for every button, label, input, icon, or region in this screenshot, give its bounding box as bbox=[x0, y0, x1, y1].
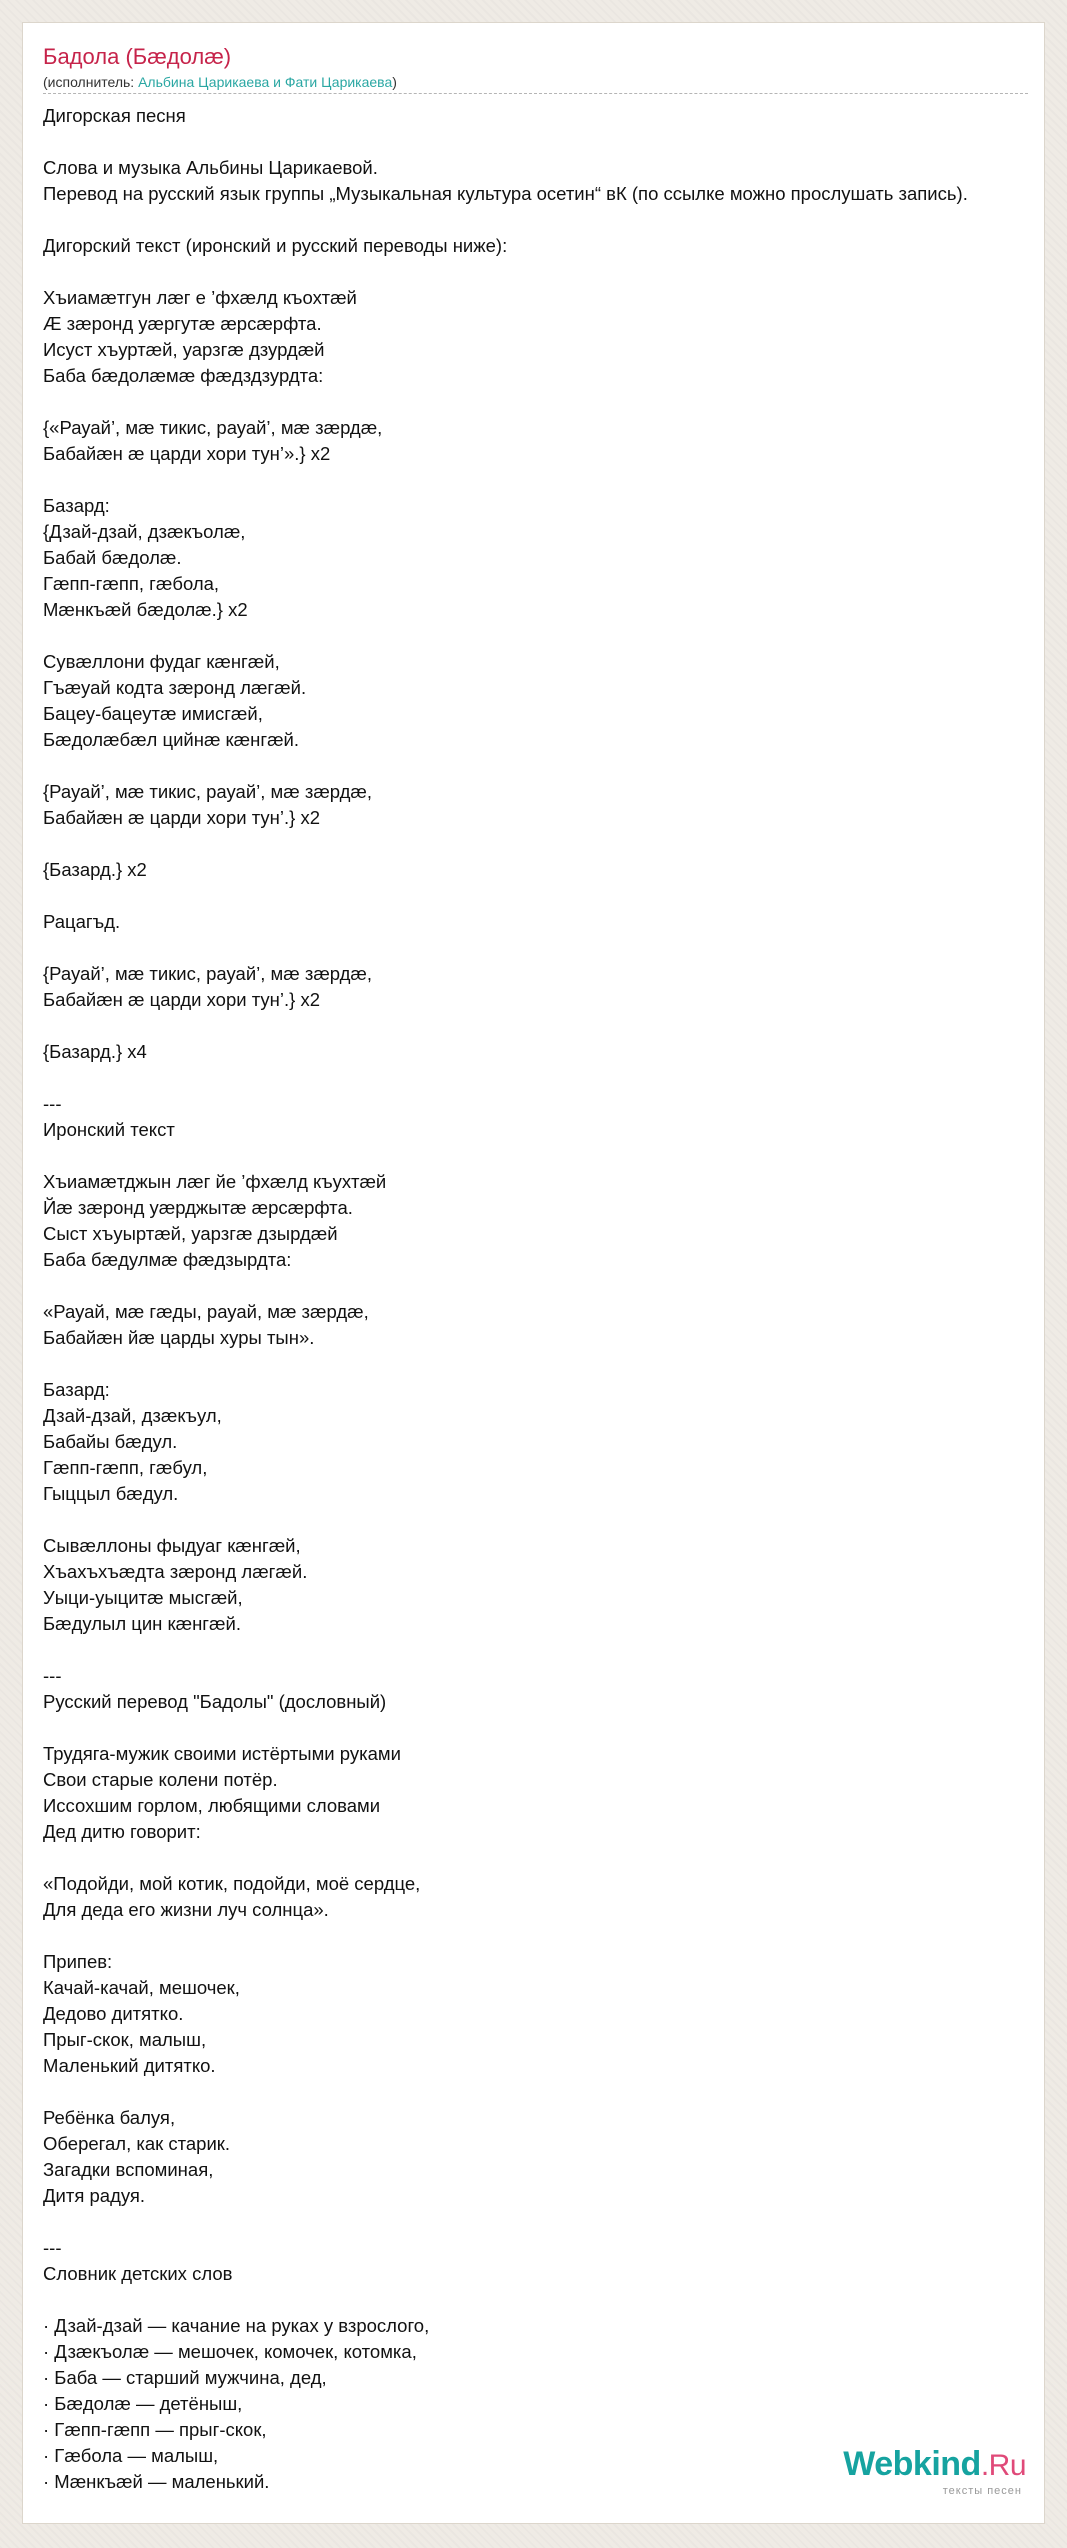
blank-line bbox=[43, 2287, 1045, 2313]
lyric-line: {Дзай-дзай, дзæкъолæ, bbox=[43, 521, 246, 542]
performer-prefix: (исполнитель: bbox=[43, 74, 139, 90]
lyric-line: Баба бæдолæмæ фæдздзурдта: bbox=[43, 365, 324, 386]
lyric-line: Рацагъд. bbox=[43, 911, 121, 932]
header-divider bbox=[43, 93, 1028, 94]
lyric-line: Исуст хъуртæй, уарзгæ дзурдæй bbox=[43, 339, 325, 360]
performer-suffix: ) bbox=[392, 74, 397, 90]
lyric-line: Качай-качай, мешочек, bbox=[43, 1977, 240, 1998]
lyric-line: Дигорская песня bbox=[43, 105, 186, 126]
blank-line bbox=[43, 1715, 1045, 1741]
logo-tld: .Ru bbox=[980, 2449, 1026, 2482]
page-card bbox=[22, 22, 1045, 2524]
lyric-line: Трудяга-мужик своими истёртыми руками bbox=[43, 1743, 401, 1764]
lyric-line: Оберегал, как старик. bbox=[43, 2133, 231, 2154]
lyric-line: Баба бæдулмæ фæдзырдта: bbox=[43, 1249, 292, 1270]
blank-line bbox=[43, 1507, 1045, 1533]
lyric-line: · Гæпп-гæпп — прыг-скок, bbox=[43, 2419, 267, 2440]
lyric-line: «Подойди, мой котик, подойди, моё сердце, bbox=[43, 1873, 421, 1894]
blank-line bbox=[43, 2079, 1045, 2105]
lyric-line: Свои старые колени потёр. bbox=[43, 1769, 278, 1790]
blank-line bbox=[43, 389, 1045, 415]
logo-tagline: тексты песен bbox=[942, 2485, 1022, 2497]
lyric-line: Ребёнка балуя, bbox=[43, 2107, 176, 2128]
blank-line bbox=[43, 1351, 1045, 1377]
lyric-line: Дедово дитятко. bbox=[43, 2003, 184, 2024]
lyric-line: Хъиамæтджын лæг йе ’фхæлд къухтæй bbox=[43, 1171, 387, 1192]
lyric-line: Бабайæн йæ царды хуры тын». bbox=[43, 1327, 315, 1348]
lyric-line: Хъиамæтгун лæг е ’фхæлд къохтæй bbox=[43, 287, 357, 308]
lyrics-text bbox=[43, 103, 1045, 2495]
lyric-line: Хъахъхъæдта зæронд лæгæй. bbox=[43, 1561, 308, 1582]
blank-line bbox=[43, 1845, 1045, 1871]
lyric-line: {Базард.} x4 bbox=[43, 1041, 147, 1062]
blank-line bbox=[43, 831, 1045, 857]
lyric-line: Слова и музыка Альбины Царикаевой. bbox=[43, 157, 378, 178]
site-logo[interactable] bbox=[826, 2445, 1026, 2505]
lyric-line: {Базард.} x2 bbox=[43, 859, 147, 880]
blank-line bbox=[43, 129, 1045, 155]
lyric-line: --- bbox=[43, 1665, 62, 1686]
blank-line bbox=[43, 1273, 1045, 1299]
lyric-line: Загадки вспоминая, bbox=[43, 2159, 214, 2180]
blank-line bbox=[43, 2209, 1045, 2235]
lyric-line: · Дзæкъолæ — мешочек, комочек, котомка, bbox=[43, 2341, 417, 2362]
blank-line bbox=[43, 1013, 1045, 1039]
lyric-line: Гыццыл бæдул. bbox=[43, 1483, 179, 1504]
lyric-line: Дигорский текст (иронский и русский переводы ниже): bbox=[43, 235, 508, 256]
lyric-line: · Мæнкъæй — маленький. bbox=[43, 2471, 270, 2492]
lyric-line: Прыг-скок, малыш, bbox=[43, 2029, 207, 2050]
blank-line bbox=[43, 753, 1045, 779]
lyric-line: {Рауай’, мæ тикис, рауай’, мæ зæрдæ, bbox=[43, 963, 373, 984]
blank-line bbox=[43, 883, 1045, 909]
blank-line bbox=[43, 207, 1045, 233]
lyric-line: --- bbox=[43, 2237, 62, 2258]
lyric-line: · Баба — старший мужчина, дед, bbox=[43, 2367, 327, 2388]
song-title: Бадола (Бæдолæ) bbox=[43, 44, 232, 69]
lyric-line: Сывæллоны фыдуаг кæнгæй, bbox=[43, 1535, 301, 1556]
lyric-line: Русский перевод "Бадолы" (дословный) bbox=[43, 1691, 387, 1712]
lyric-line: Маленький дитятко. bbox=[43, 2055, 216, 2076]
lyric-line: Гæпп-гæпп, гæбул, bbox=[43, 1457, 208, 1478]
blank-line bbox=[43, 623, 1045, 649]
lyric-line: Уыци-уыцитæ мысгæй, bbox=[43, 1587, 243, 1608]
lyric-line: Иронский текст bbox=[43, 1119, 175, 1140]
lyric-line: Бацеу-бацеутæ имисгæй, bbox=[43, 703, 263, 724]
lyric-line: Бæдулыл цин кæнгæй. bbox=[43, 1613, 241, 1634]
performer-line bbox=[43, 72, 1028, 92]
lyric-line: Словник детских слов bbox=[43, 2263, 233, 2284]
lyric-line: Сувæллони фудаг кæнгæй, bbox=[43, 651, 280, 672]
lyric-line: Базард: bbox=[43, 1379, 110, 1400]
lyric-line: Базард: bbox=[43, 495, 110, 516]
lyric-line: «Рауай, мæ гæды, рауай, мæ зæрдæ, bbox=[43, 1301, 369, 1322]
lyric-line: Бабайæн æ царди хори тун’.} x2 bbox=[43, 807, 320, 828]
lyric-line: Бабай бæдолæ. bbox=[43, 547, 182, 568]
logo-main-text: Webkind bbox=[843, 2445, 981, 2483]
lyric-line: Дитя радуя. bbox=[43, 2185, 146, 2206]
lyric-line: {Рауай’, мæ тикис, рауай’, мæ зæрдæ, bbox=[43, 781, 373, 802]
lyric-line: Перевод на русский язык группы „Музыкальная культура осетин“ вК (по ссылке можно прослушать запись). bbox=[43, 183, 968, 204]
lyric-line: Для деда его жизни луч солнца». bbox=[43, 1899, 329, 1920]
blank-line bbox=[43, 1143, 1045, 1169]
lyric-line: Дед дитю говорит: bbox=[43, 1821, 201, 1842]
blank-line bbox=[43, 935, 1045, 961]
lyric-line: Æ зæронд уæргутæ æрсæрфта. bbox=[43, 313, 322, 334]
lyric-line: Гъæуай кодта зæронд лæгæй. bbox=[43, 677, 307, 698]
lyric-line: Бабайæн æ царди хори тун’.} x2 bbox=[43, 989, 320, 1010]
lyric-line: · Дзай-дзай — качание на руках у взрослого, bbox=[43, 2315, 430, 2336]
blank-line bbox=[43, 259, 1045, 285]
lyric-line: Дзай-дзай, дзæкъул, bbox=[43, 1405, 222, 1426]
song-header bbox=[43, 43, 1028, 92]
lyric-line: Гæпп-гæпп, гæбола, bbox=[43, 573, 220, 594]
lyric-line: Бæдолæбæл цийнæ кæнгæй. bbox=[43, 729, 299, 750]
lyric-line: · Гæбола — малыш, bbox=[43, 2445, 219, 2466]
performer-link[interactable]: Альбина Царикаева и Фати Царикаева bbox=[138, 74, 393, 90]
lyric-line: Йæ зæронд уæрджытæ æрсæрфта. bbox=[43, 1197, 353, 1218]
logo-wordmark bbox=[826, 2445, 1026, 2485]
lyric-line: --- bbox=[43, 1093, 62, 1114]
blank-line bbox=[43, 1923, 1045, 1949]
lyric-line: Сыст хъуыртæй, уарзгæ дзырдæй bbox=[43, 1223, 338, 1244]
blank-line bbox=[43, 1637, 1045, 1663]
lyric-line: Бабайæн æ царди хори тун’».} x2 bbox=[43, 443, 331, 464]
lyric-line: Мæнкъæй бæдолæ.} x2 bbox=[43, 599, 248, 620]
lyric-line: Припев: bbox=[43, 1951, 113, 1972]
lyric-line: · Бæдолæ — детёныш, bbox=[43, 2393, 243, 2414]
lyric-line: {«Рауай’, мæ тикис, рауай’, мæ зæрдæ, bbox=[43, 417, 383, 438]
blank-line bbox=[43, 467, 1045, 493]
blank-line bbox=[43, 1065, 1045, 1091]
lyric-line: Иссохшим горлом, любящими словами bbox=[43, 1795, 381, 1816]
lyric-line: Бабайы бæдул. bbox=[43, 1431, 178, 1452]
